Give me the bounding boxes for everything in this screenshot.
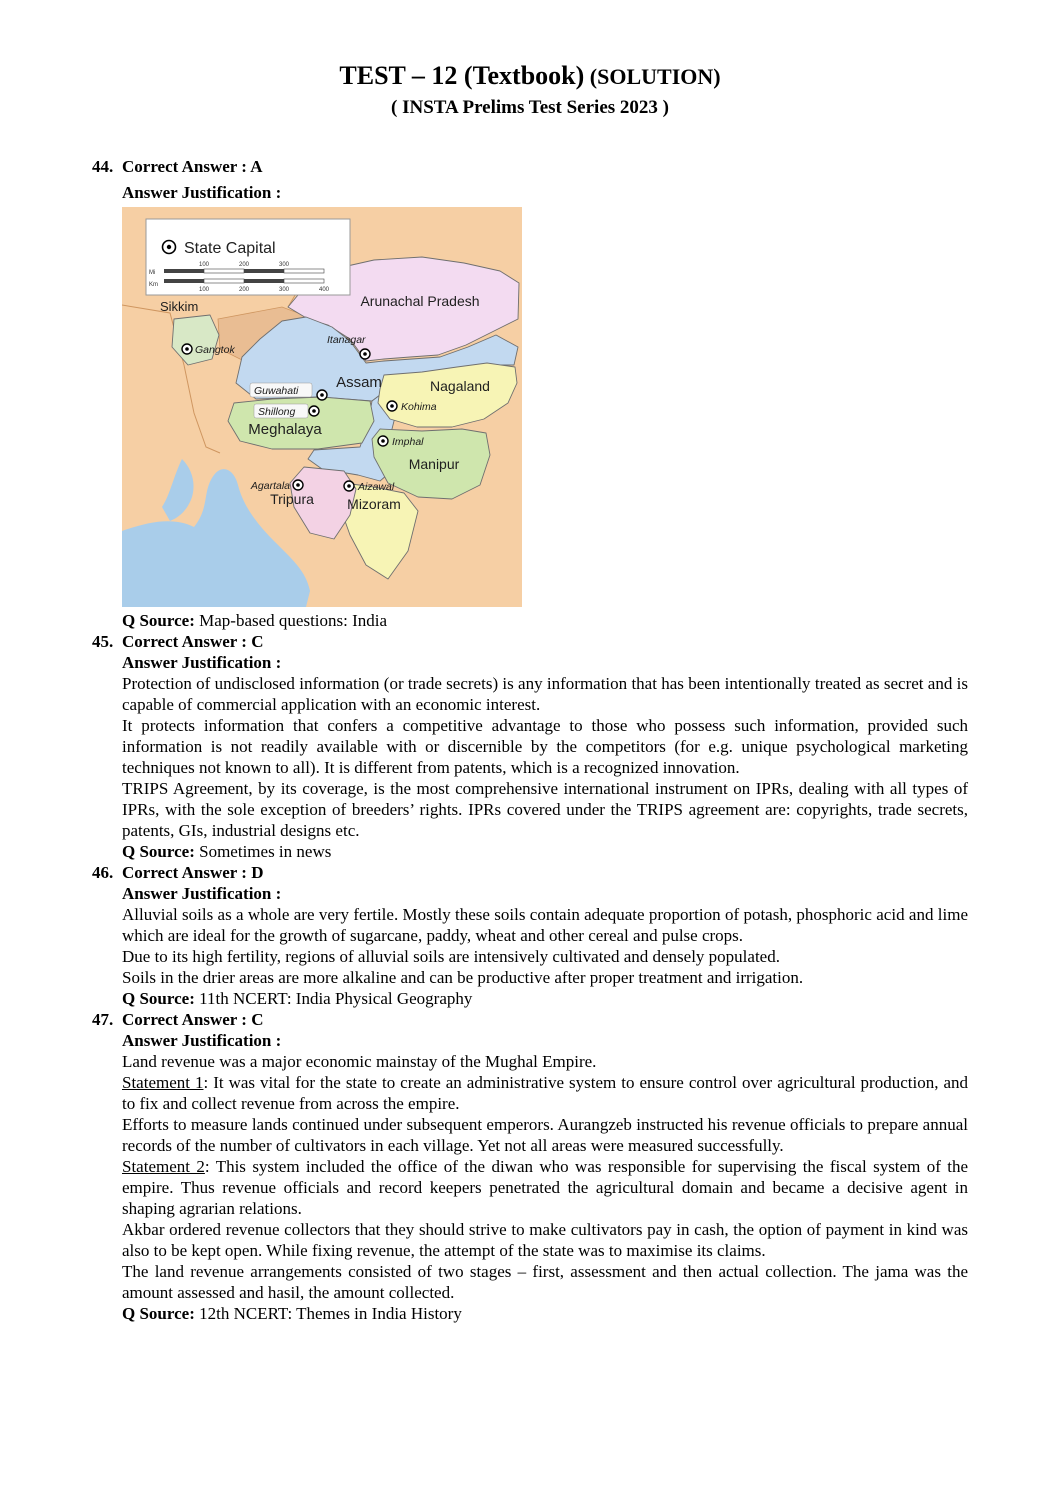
capital-label-kohima: Kohima xyxy=(401,401,437,413)
q-source-text: Sometimes in news xyxy=(194,842,332,861)
justification-paragraph: TRIPS Agreement, by its coverage, is the most comprehensive international instrument on IPRs, dealing with all types of IPRs, with the sole exception of breeders’ rights. IPRs covered under the TRIPS agreement are: copyrights, trade secrets, patents, GIs, industrial designs etc. xyxy=(122,779,968,840)
northeast-india-map-svg xyxy=(122,207,522,607)
scale-mi-tick-200: 200 xyxy=(238,262,250,268)
capital-marker-aizawal xyxy=(344,481,354,491)
justification-paragraphs xyxy=(122,904,968,988)
q-source-line xyxy=(122,841,968,862)
scale-km-tick-100: 100 xyxy=(198,287,210,293)
justification-paragraphs xyxy=(122,673,968,841)
page-title xyxy=(92,60,968,93)
state-label-manipur: Manipur xyxy=(408,456,460,472)
state-label-tripura: Tripura xyxy=(270,491,314,507)
legend-box xyxy=(146,219,350,295)
scale-bar-mi xyxy=(164,269,324,273)
question-number: 45. xyxy=(92,632,114,651)
correct-answer-line: Correct Answer : A xyxy=(122,157,263,176)
justification-heading: Answer Justification : xyxy=(122,653,282,672)
q-source-label: Q Source: xyxy=(122,989,195,1008)
state-label-assam: Assam xyxy=(336,374,382,391)
q-source-label: Q Source: xyxy=(122,842,195,861)
q-source-line xyxy=(122,610,968,631)
question-45 xyxy=(92,631,968,862)
capital-marker-guwahati xyxy=(317,390,327,400)
scale-km-tick-400: 400 xyxy=(318,287,330,293)
scale-mi-label: Mi xyxy=(149,270,156,276)
capital-label-guwahati: Guwahati xyxy=(254,385,299,397)
question-47 xyxy=(92,1009,968,1324)
justification-paragraph: Akbar ordered revenue collectors that they should strive to make cultivators pay in cash, the option of payment in kind was also to be kept open. While fixing revenue, the attempt of the state was to maximise its claims. xyxy=(122,1220,968,1260)
scale-km-tick-300: 300 xyxy=(278,287,290,293)
justification-paragraph: It protects information that confers a competitive advantage to those who possess such information, provided such information is not readily available with or discernible by the competitors (for e.g. unique psychological marketing techniques not known to all). It is different from patents, which is a recognized innovation. xyxy=(122,716,968,777)
justification-paragraph: Soils in the drier areas are more alkaline and can be productive after proper treatment and irrigation. xyxy=(122,968,804,987)
q-source-text: 11th NCERT: India Physical Geography xyxy=(194,989,473,1008)
justification-heading: Answer Justification : xyxy=(122,884,282,903)
question-number: 46. xyxy=(92,863,114,882)
justification-heading: Answer Justification : xyxy=(122,1031,282,1050)
capital-label-agartala: Agartala xyxy=(250,480,290,492)
legend-capital-icon xyxy=(163,241,176,254)
question-46 xyxy=(92,862,968,1009)
q-source-text: Map-based questions: India xyxy=(194,611,388,630)
scale-km-tick-200: 200 xyxy=(238,287,250,293)
question-number: 47. xyxy=(92,1010,114,1029)
capital-label-gangtok: Gangtok xyxy=(195,344,235,356)
justification-paragraphs xyxy=(122,1051,968,1303)
correct-answer-line: Correct Answer : D xyxy=(122,863,264,882)
capital-marker-kohima xyxy=(387,401,397,411)
capital-marker-shillong xyxy=(309,406,319,416)
justification-paragraph: The land revenue arrangements consisted of two stages – first, assessment and then actual collection. The jama was the amount assessed and hasil, the amount collected. xyxy=(122,1262,968,1302)
scale-km-label: Km xyxy=(149,282,158,288)
scale-mi-tick-300: 300 xyxy=(278,262,290,268)
justification-paragraph: Statement 2: This system included the office of the diwan who was responsible for supervising the fiscal system of the empire. Thus revenue officials and record keepers penetrated the agricultural domain and became a decisive agent in shaping agrarian relations. xyxy=(122,1157,969,1218)
justification-paragraph: Efforts to measure lands continued under subsequent emperors. Aurangzeb instructed his revenue officials to prepare annual records of the number of cultivators in each village. Yet not all areas were measured successfully. xyxy=(122,1115,968,1155)
question-number: 44. xyxy=(92,157,114,176)
title-suffix: (SOLUTION) xyxy=(584,64,721,89)
q-source-line xyxy=(122,1303,968,1324)
state-label-mizoram: Mizoram xyxy=(347,496,401,512)
scale-bar-km xyxy=(164,279,324,283)
question-44 xyxy=(92,156,968,631)
q-source-text: 12th NCERT: Themes in India History xyxy=(194,1304,462,1323)
justification-paragraph: Statement 1: It was vital for the state to create an administrative system to ensure control over agricultural production, and to fix and collect revenue from across the empire. xyxy=(122,1073,968,1113)
map-legend xyxy=(146,219,350,295)
capital-marker-agartala xyxy=(293,480,303,490)
capital-label-shillong: Shillong xyxy=(258,406,296,418)
q-source-line xyxy=(122,988,968,1009)
justification-paragraph: Land revenue was a major economic mainstay of the Mughal Empire. xyxy=(122,1052,597,1071)
scale-mi-tick-100: 100 xyxy=(198,262,210,268)
capital-label-aizawal: Aizawal xyxy=(358,481,395,493)
state-label-nagaland: Nagaland xyxy=(430,378,490,394)
correct-answer-line: Correct Answer : C xyxy=(122,1010,264,1029)
justification-heading: Answer Justification : xyxy=(122,183,282,202)
capital-marker-gangtok xyxy=(182,344,192,354)
correct-answer-line: Correct Answer : C xyxy=(122,632,264,651)
capital-label-imphal: Imphal xyxy=(392,436,424,448)
state-label-meghalaya: Meghalaya xyxy=(248,421,322,438)
justification-paragraph: Due to its high fertility, regions of alluvial soils are intensively cultivated and densely populated. xyxy=(122,947,780,966)
page-subtitle: ( INSTA Prelims Test Series 2023 ) xyxy=(391,97,669,118)
justification-paragraph: Protection of undisclosed information (or trade secrets) is any information that has been intentionally treated as secret and is capable of commercial application with an economic interest. xyxy=(122,674,968,714)
capital-marker-itanagar xyxy=(360,349,370,359)
q-source-label: Q Source: xyxy=(122,611,195,630)
legend-title: State Capital xyxy=(184,240,276,257)
capital-label-itanagar: Itanagar xyxy=(327,334,366,346)
q-source-label: Q Source: xyxy=(122,1304,195,1323)
capital-marker-imphal xyxy=(378,436,388,446)
state-label-arunachal-pradesh: Arunachal Pradesh xyxy=(360,293,480,309)
title-main: TEST – 12 (Textbook) xyxy=(339,61,585,90)
northeast-india-map xyxy=(122,207,522,607)
state-label-sikkim: Sikkim xyxy=(160,299,199,314)
justification-paragraph: Alluvial soils as a whole are very fertile. Mostly these soils contain adequate proportion of potash, phosphoric acid and lime which are ideal for the growth of sugarcane, paddy, wheat and other cereal and pulse crops. xyxy=(122,905,968,945)
